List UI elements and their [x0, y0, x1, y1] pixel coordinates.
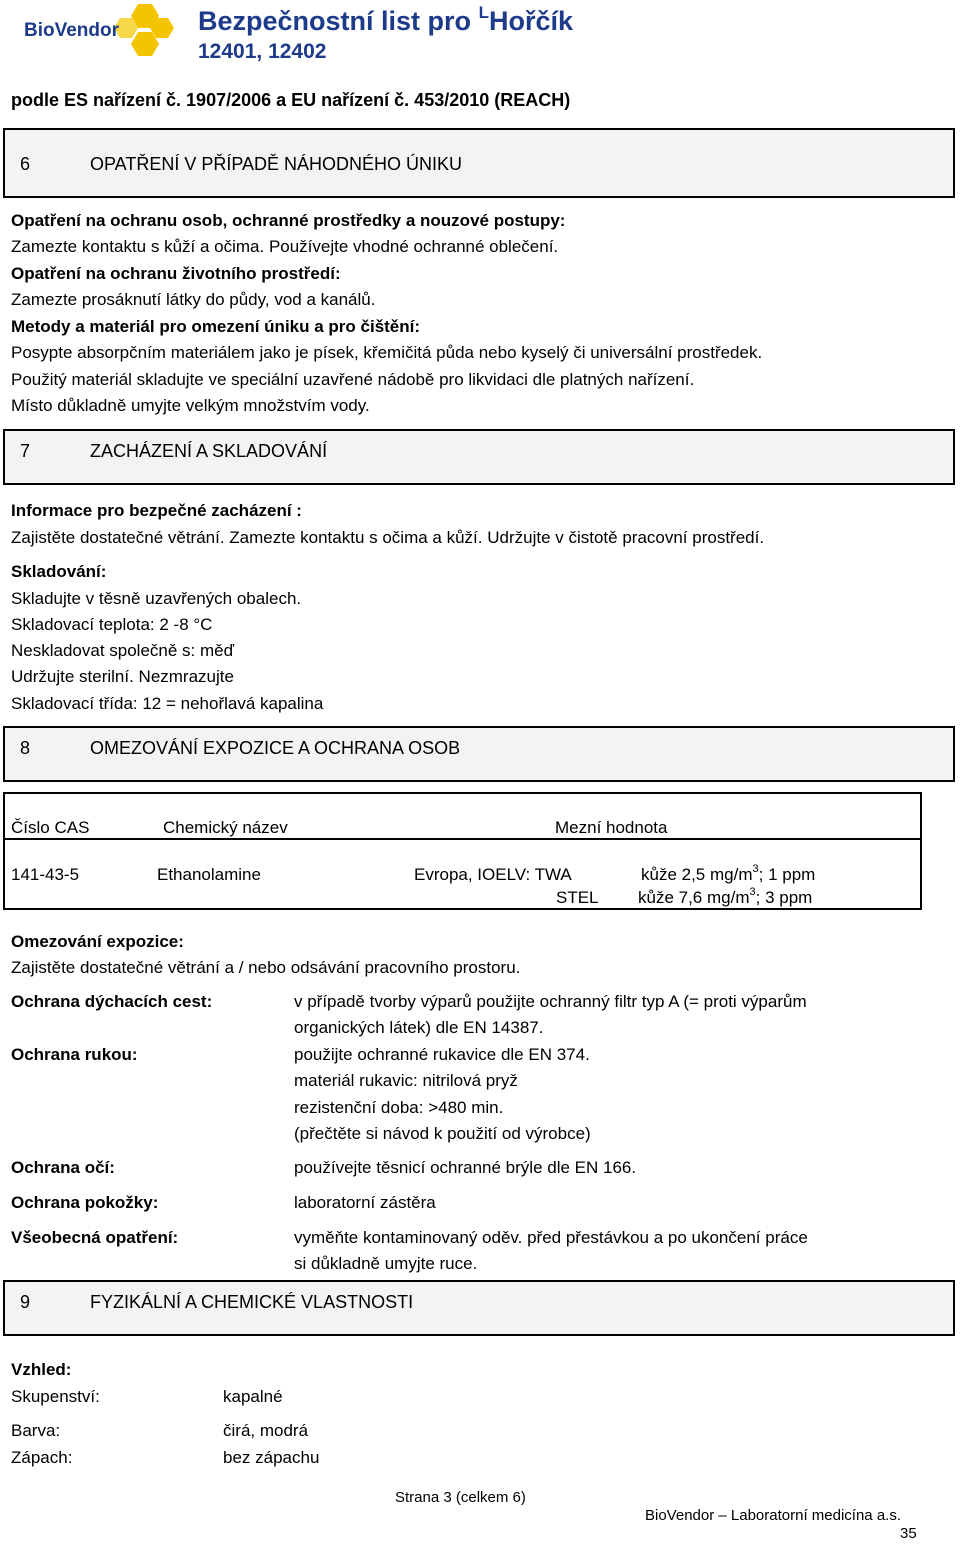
- footer-number: 35: [900, 1525, 917, 1542]
- hands-text-1: použijte ochranné rukavice dle EN 374.: [294, 1045, 590, 1064]
- s7-heading-handling: Informace pro bezpečné zacházení :: [11, 501, 302, 520]
- title-text: Bezpečnostní list pro: [198, 6, 472, 36]
- s8-heading-exposure: Omezování expozice:: [11, 932, 184, 951]
- odor-value: bez zápachu: [223, 1448, 320, 1467]
- general-text-2: si důkladně umyjte ruce.: [294, 1254, 478, 1273]
- title-product: Hořčík: [488, 6, 573, 36]
- section-8-header: [3, 726, 955, 782]
- s6-heading-environment: Opatření na ochranu životního prostředí:: [11, 264, 341, 283]
- twa-sup: 3: [752, 863, 759, 875]
- table-header-row: [3, 792, 922, 840]
- s6-text-persons: Zamezte kontaktu s kůží a očima. Používejte vhodné ochranné oblečení.: [11, 237, 559, 256]
- eyes-label: Ochrana očí:: [11, 1158, 115, 1177]
- hands-label: Ochrana rukou:: [11, 1045, 138, 1064]
- cell-cas: 141-43-5: [11, 865, 80, 884]
- color-label: Barva:: [11, 1421, 61, 1440]
- resp-text-2: organických látek) dle EN 14387.: [294, 1018, 544, 1037]
- state-value: kapalné: [223, 1387, 283, 1406]
- logo-text: BioVendor: [24, 20, 120, 41]
- twa-ppm: ; 1 ppm: [758, 865, 816, 884]
- s8-text-exposure: Zajistěte dostatečné větrání a / nebo odsávání pracovního prostoru.: [11, 958, 521, 977]
- section-title: FYZIKÁLNÍ A CHEMICKÉ VLASTNOSTI: [90, 1292, 414, 1312]
- s6-text-methods-3: Místo důkladně umyjte velkým množstvím vody.: [11, 396, 370, 415]
- section-number: 6: [20, 154, 31, 174]
- hands-text-3: rezistenční doba: >480 min.: [294, 1098, 504, 1117]
- section-title: ZACHÁZENÍ A SKLADOVÁNÍ: [90, 441, 328, 461]
- skin-label: Ochrana pokožky:: [11, 1193, 159, 1212]
- s7-storage-line-1: Skladujte v těsně uzavřených obalech.: [11, 589, 302, 608]
- document-title: [198, 3, 573, 37]
- section-9-header: [3, 1280, 955, 1336]
- eyes-text: používejte těsnicí ochranné brýle dle EN 166.: [294, 1158, 637, 1177]
- regulation-line: podle ES nařízení č. 1907/2006 a EU nařízení č. 453/2010 (REACH): [11, 90, 571, 110]
- col-header-limit: Mezní hodnota: [555, 818, 668, 837]
- title-sup: L: [478, 3, 489, 22]
- general-text-1: vyměňte kontaminovaný oděv. před přestávkou a po ukončení práce: [294, 1228, 808, 1247]
- section-7-header: [3, 429, 955, 485]
- section-6-header: [3, 128, 955, 198]
- s7-heading-storage: Skladování:: [11, 562, 107, 581]
- s7-storage-line-3: Neskladovat společně s: měď: [11, 641, 235, 660]
- hands-text-2: materiál rukavic: nitrilová pryž: [294, 1071, 518, 1090]
- color-value: čirá, modrá: [223, 1421, 309, 1440]
- s9-heading-appearance: Vzhled:: [11, 1360, 72, 1379]
- s6-heading-methods: Metody a materiál pro omezení úniku a pro čištění:: [11, 317, 421, 336]
- s6-text-methods-2: Použitý materiál skladujte ve speciální uzavřené nádobě pro likvidaci dle platných nařízení.: [11, 370, 695, 389]
- col-header-cas: Číslo CAS: [11, 818, 90, 837]
- stel-ppm: ; 3 ppm: [755, 888, 813, 907]
- general-label: Všeobecná opatření:: [11, 1228, 179, 1247]
- resp-label: Ochrana dýchacích cest:: [11, 992, 213, 1011]
- section-number: 7: [20, 441, 31, 461]
- s7-storage-line-2: Skladovací teplota: 2 -8 °C: [11, 615, 213, 634]
- s7-storage-line-5: Skladovací třída: 12 = nehořlavá kapalina: [11, 694, 324, 713]
- resp-text-1: v případě tvorby výparů použijte ochranný filtr typ A (= proti výparům: [294, 992, 807, 1011]
- footer-company: BioVendor – Laboratorní medicína a.s.: [645, 1507, 901, 1524]
- cell-limit-label: Evropa, IOELV: TWA: [414, 865, 572, 884]
- s7-storage-line-4: Udržujte sterilní. Nezmrazujte: [11, 667, 234, 686]
- logo: [10, 0, 180, 62]
- s6-heading-persons: Opatření na ochranu osob, ochranné prostředky a nouzové postupy:: [11, 211, 566, 230]
- odor-label: Zápach:: [11, 1448, 73, 1467]
- section-number: 8: [20, 738, 31, 758]
- skin-text: laboratorní zástěra: [294, 1193, 436, 1212]
- s7-text-handling: Zajistěte dostatečné větrání. Zamezte kontaktu s očima a kůží. Udržujte v čistotě pracovní prostředí.: [11, 528, 765, 547]
- section-title: OMEZOVÁNÍ EXPOZICE A OCHRANA OSOB: [90, 738, 461, 758]
- stel-sup: 3: [749, 886, 756, 898]
- hands-text-4: (přečtěte si návod k použití od výrobce): [294, 1124, 591, 1143]
- cell-name: Ethanolamine: [157, 865, 261, 884]
- page-number: Strana 3 (celkem 6): [395, 1489, 526, 1506]
- s6-text-methods-1: Posypte absorpčním materiálem jako je písek, křemičitá půda nebo kyselý či universální prostředek.: [11, 343, 763, 362]
- section-number: 9: [20, 1292, 31, 1312]
- state-label: Skupenství:: [11, 1387, 100, 1406]
- catalog-numbers: 12401, 12402: [198, 40, 327, 63]
- cell-stel-label: STEL: [556, 888, 599, 907]
- section-title: OPATŘENÍ V PŘÍPADĚ NÁHODNÉHO ÚNIKU: [90, 154, 463, 174]
- twa-value: kůže 2,5 mg/m: [641, 865, 753, 884]
- stel-value: kůže 7,6 mg/m: [638, 888, 750, 907]
- cell-stel-value: [638, 888, 812, 908]
- col-header-name: Chemický název: [163, 818, 288, 837]
- s6-text-environment: Zamezte prosáknutí látky do půdy, vod a kanálů.: [11, 290, 376, 309]
- cell-twa-value: [641, 865, 815, 885]
